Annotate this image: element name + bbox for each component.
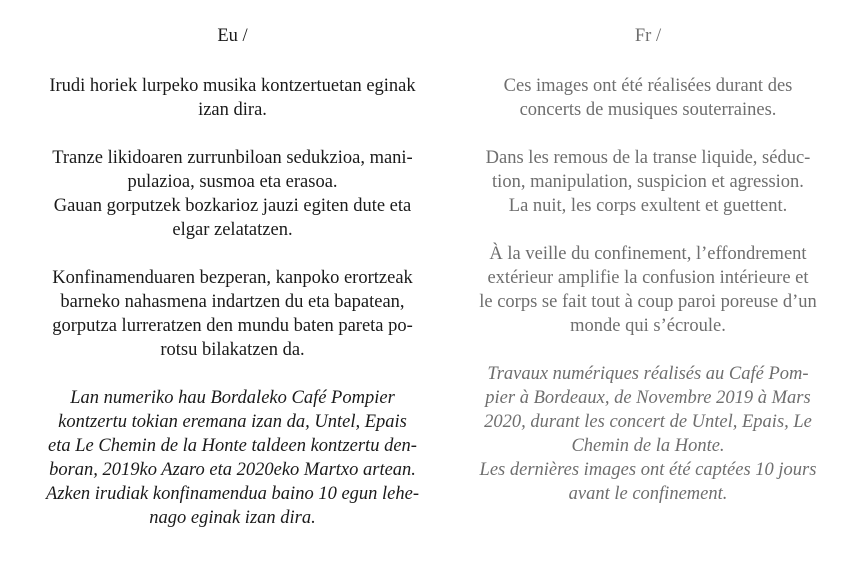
text-line: Gauan gorputzek bozkarioz jauzi egiten dute eta bbox=[53, 196, 412, 216]
text-line: À la veille du confinement, l’effondrement bbox=[489, 244, 807, 264]
text-line: Tranze likidoaren zurrunbiloan sedukzioa, mani- bbox=[52, 148, 413, 168]
fr-paragraph-1 bbox=[438, 74, 850, 122]
text-line: Ces images ont été réalisées durant des bbox=[503, 76, 793, 96]
text-line: pier à Bordeaux, de Novembre 2019 à Mars bbox=[485, 388, 811, 408]
text-line: boran, 2019ko Azaro eta 2020eko Martxo artean. bbox=[49, 460, 416, 480]
text-line: avant le confinement. bbox=[568, 484, 728, 504]
eu-paragraph-3 bbox=[14, 266, 451, 362]
text-line: Les dernières images ont été captées 10 jours bbox=[479, 460, 817, 480]
basque-column bbox=[14, 24, 451, 554]
french-heading: Fr / bbox=[634, 26, 662, 46]
fr-paragraph-3 bbox=[438, 242, 850, 338]
text-line: Chemin de la Honte. bbox=[571, 436, 725, 456]
text-line: Travaux numériques réalisés au Café Pom- bbox=[487, 364, 809, 384]
text-line: Lan numeriko hau Bordaleko Café Pompier bbox=[70, 388, 395, 408]
text-line: Konfinamenduaren bezperan, kanpoko erortzeak bbox=[52, 268, 413, 288]
fr-paragraph-4 bbox=[438, 362, 850, 506]
french-column bbox=[438, 24, 850, 530]
text-line: Irudi horiek lurpeko musika kontzertuetan eginak bbox=[49, 76, 416, 96]
basque-heading: Eu / bbox=[217, 26, 248, 46]
text-line: monde qui s’écroule. bbox=[570, 316, 726, 336]
text-line: Azken irudiak konfinamendua baino 10 egun lehe- bbox=[46, 484, 419, 504]
text-line: elgar zelatatzen. bbox=[172, 220, 293, 240]
eu-paragraph-4 bbox=[14, 386, 451, 530]
eu-paragraph-2 bbox=[14, 146, 451, 242]
text-line: gorputza lurreratzen den mundu baten pareta po- bbox=[52, 316, 413, 336]
french-body bbox=[438, 74, 850, 506]
text-line: kontzertu tokian eremana izan da, Untel, Epais bbox=[58, 412, 407, 432]
text-line: pulazioa, susmoa eta erasoa. bbox=[127, 172, 338, 192]
eu-paragraph-1 bbox=[14, 74, 451, 122]
fr-paragraph-2 bbox=[438, 146, 850, 218]
text-line: concerts de musiques souterraines. bbox=[519, 100, 777, 120]
text-line: extérieur amplifie la confusion intérieure et bbox=[487, 268, 809, 288]
text-line: rotsu bilakatzen da. bbox=[160, 340, 305, 360]
text-line: tion, manipulation, suspicion et agression. bbox=[492, 172, 804, 192]
text-line: Dans les remous de la transe liquide, séduc- bbox=[485, 148, 811, 168]
text-line: 2020, durant les concert de Untel, Epais, Le bbox=[484, 412, 812, 432]
text-line: nago eginak izan dira. bbox=[149, 508, 316, 528]
text-line: barneko nahasmena indartzen du eta bapatean, bbox=[60, 292, 405, 312]
text-line: le corps se fait tout à coup paroi poreuse d’un bbox=[479, 292, 817, 312]
text-line: izan dira. bbox=[198, 100, 267, 120]
basque-body bbox=[14, 74, 451, 530]
text-line: eta Le Chemin de la Honte taldeen kontzertu den- bbox=[48, 436, 417, 456]
text-line: La nuit, les corps exultent et guettent. bbox=[508, 196, 788, 216]
